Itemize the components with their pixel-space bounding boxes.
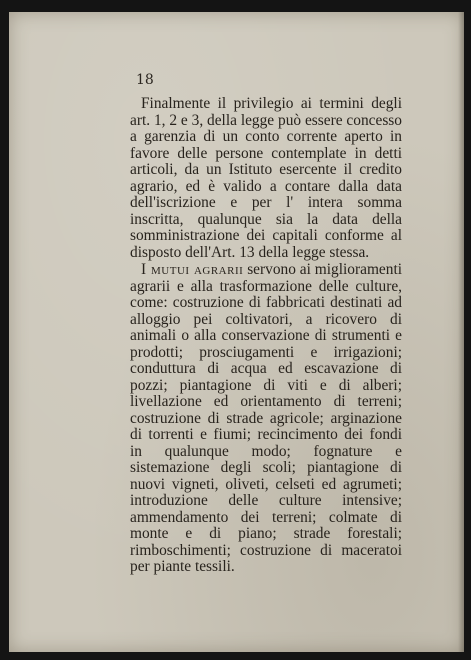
paragraph-mutui-agrarii	[130, 262, 402, 576]
page-number: 18	[136, 72, 154, 88]
page-body	[130, 96, 402, 576]
paragraph-lead: I mutui agrarii	[141, 261, 244, 278]
paragraph-text: Finalmente il privilegio ai termini degli art. 1, 2 e 3, della legge può essere concesso a garenzia di un conto corrente aperto in favore delle persone contemplate in detti articoli, da un Istituto esercente il credito agrario, ed è valido a contare dalla data dell'iscrizione e per l' intera somma inscritta, qualunque sia la data della somministrazione dei capitali conforme al disposto dell'Art. 13 della legge stessa.	[130, 95, 402, 261]
paragraph-text: servono ai miglioramenti agrarii e alla trasformazione delle culture, come: costruzione di fabbricati destinati ad alloggio pei coltivatori, a ricovero di animali o alla conservazione di strumenti e prodotti; prosciugamenti e irrigazioni; conduttura di acqua ed escavazione di pozzi; piantagione di viti e di alberi; livellazione ed orientamento di terreni; costruzione di strade agricole; arginazione di torrenti e fiumi; recincimento dei fondi in qualunque modo; fognature e sistemazione degli scoli; piantagione di nuovi vigneti, oliveti, celseti ed agrumeti; introduzione delle culture intensive; ammendamento dei terreni; colmate di monte e di piano; strade forestali; rimboschimenti; costruzione di maceratoi per piante tessili.	[130, 261, 403, 575]
page-edge-shadow	[458, 12, 464, 652]
paragraph-privilegio	[130, 96, 402, 261]
